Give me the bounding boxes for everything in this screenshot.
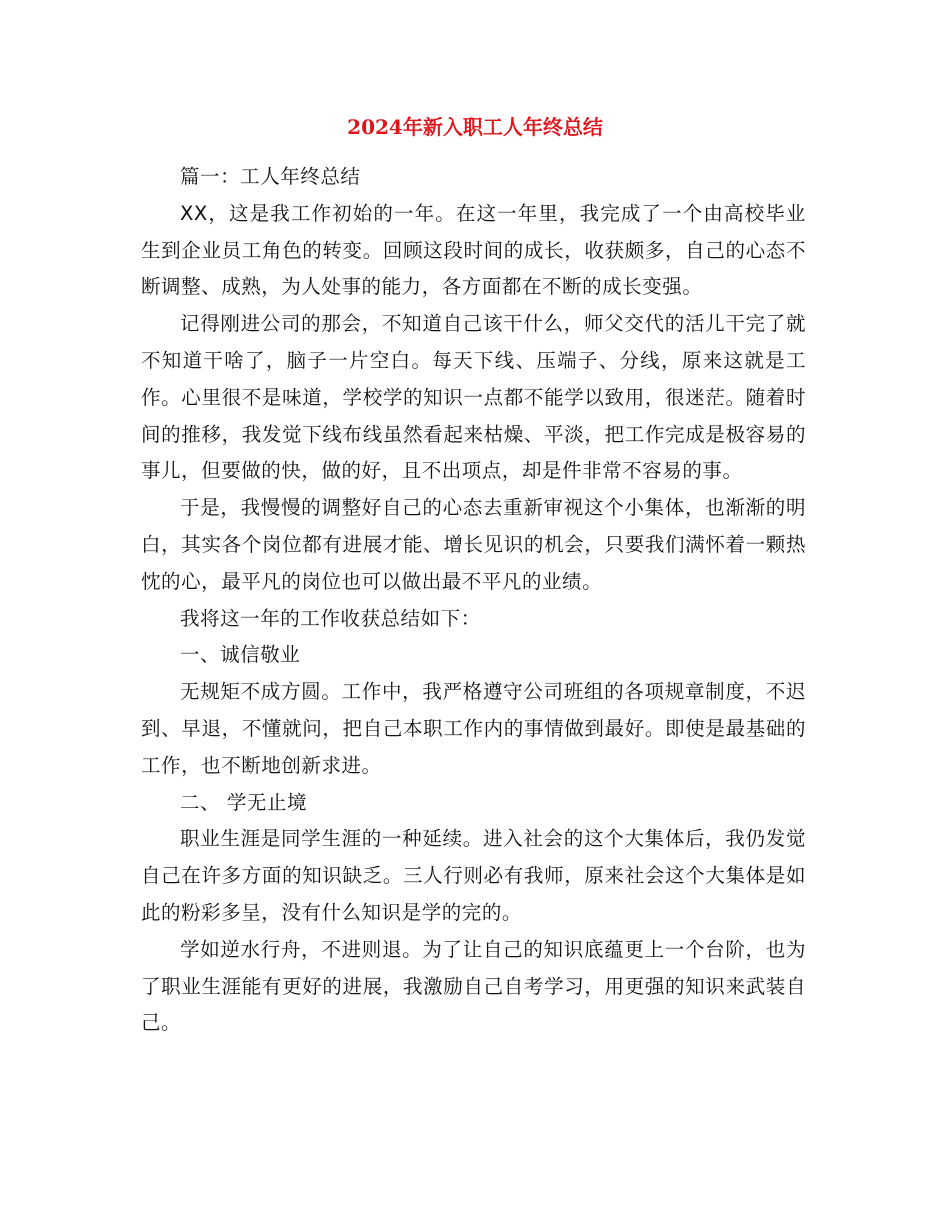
section-heading-integrity: 一、诚信敬业 — [180, 643, 301, 667]
paragraph-integrity: 无规矩不成方圆。工作中，我严格遵守公司班组的各项规章制度，不迟到、早退，不懂就问，把自己本职工作内的事情做到最好。即使是最基础的工作，也不断地创新求进。 — [141, 680, 806, 777]
paragraph-attitude: 于是，我慢慢的调整好自己的心态去重新审视这个小集体，也渐渐的明白，其实各个岗位都有进展才能、增长见识的机会，只要我们满怀着一颗热忱的心，最平凡的岗位也可以做出最不平凡的业绩。 — [141, 496, 806, 593]
paragraph-self-study: 学如逆水行舟，不进则退。为了让自己的知识底蕴更上一个台阶，也为了职业生涯能有更好的进展，我激励自己自考学习，用更强的知识来武装自己。 — [141, 937, 806, 1035]
paragraph-career: 职业生涯是同学生涯的一种延续。进入社会的这个大集体后，我仍发觉自己在许多方面的知识缺乏。三人行则必有我师，原来社会这个大集体是如此的粉彩多呈，没有什么知识是学的完的。 — [141, 827, 806, 924]
document-title: 2024年新入职工人年终总结 — [347, 115, 603, 139]
paragraph-summary-intro: 我将这一年的工作收获总结如下： — [180, 606, 481, 630]
document-body — [141, 159, 806, 1042]
section-heading-part-one: 篇一：工人年终总结 — [180, 165, 361, 188]
section-heading-learning: 二、 学无止境 — [180, 790, 308, 814]
paragraph-intro: XX，这是我工作初始的一年。在这一年里，我完成了一个由高校毕业生到企业员工角色的转变。回顾这段时间的成长，收获颇多，自己的心态不断调整、成熟，为人处事的能力，各方面都在不断的成长变强。 — [141, 201, 806, 299]
paragraph-first-days: 记得刚进公司的那会，不知道自己该干什么，师父交代的活儿干完了就不知道干啥了，脑子一片空白。每天下线、压端子、分线，原来这就是工作。心里很不是味道，学校学的知识一点都不能学以致用，很迷茫。随着时间的推移，我发觉下线布线虽然看起来枯燥、平淡，把工作完成是极容易的事儿，但要做的快，做的好，且不出项点，却是件非常不容易的事。 — [141, 312, 806, 483]
